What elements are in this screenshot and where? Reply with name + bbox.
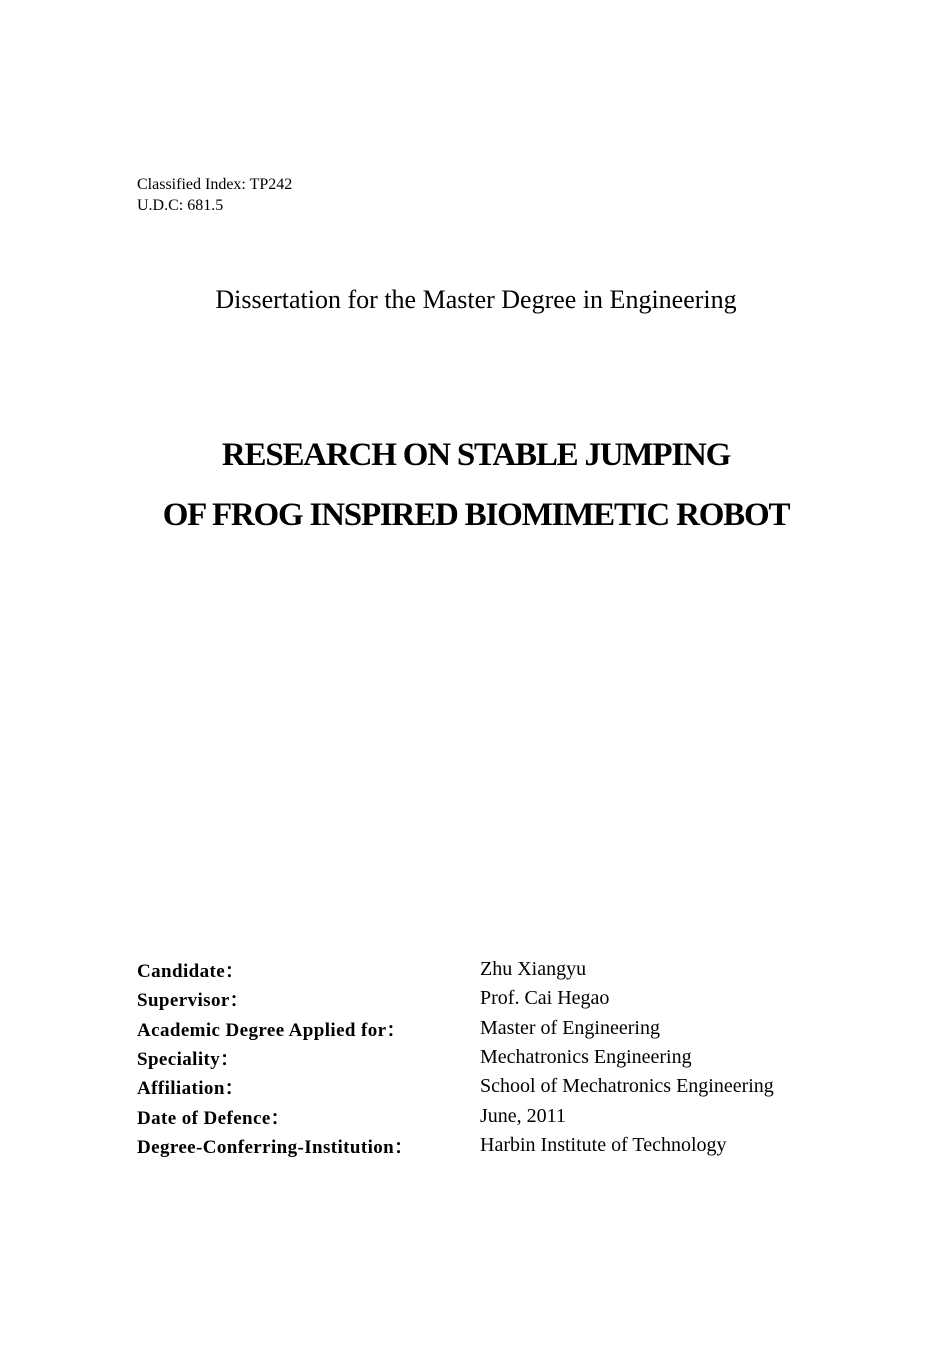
info-value: Harbin Institute of Technology — [480, 1133, 727, 1156]
info-row-speciality — [137, 1043, 774, 1072]
classification-block — [137, 174, 292, 216]
info-label: Affiliation： — [137, 1078, 245, 1100]
info-value: Zhu Xiangyu — [480, 958, 587, 981]
info-label: Date of Defence： — [137, 1107, 291, 1129]
info-label: Academic Degree Applied for： — [137, 1019, 406, 1041]
info-row-supervisor — [137, 984, 774, 1013]
candidate-info-table — [137, 955, 774, 1160]
info-value: June, 2011 — [480, 1104, 566, 1127]
info-label: Speciality： — [137, 1049, 240, 1071]
dissertation-title — [0, 425, 952, 545]
info-row-degree — [137, 1014, 774, 1043]
info-row-affiliation — [137, 1072, 774, 1101]
info-value: School of Mechatronics Engineering — [480, 1075, 774, 1098]
info-label: Degree-Conferring-Institution： — [137, 1136, 414, 1158]
info-label: Candidate： — [137, 961, 245, 983]
info-value: Prof. Cai Hegao — [480, 987, 610, 1010]
info-row-institution — [137, 1131, 774, 1160]
info-value: Master of Engineering — [480, 1016, 660, 1039]
info-value: Mechatronics Engineering — [480, 1046, 692, 1069]
title-line-2: OF FROG INSPIRED BIOMIMETIC ROBOT — [162, 497, 790, 533]
info-row-candidate — [137, 955, 774, 984]
classified-index: Classified Index: TP242 — [137, 176, 293, 193]
title-line-1: RESEARCH ON STABLE JUMPING — [221, 437, 731, 473]
udc-code: U.D.C: 681.5 — [137, 197, 224, 214]
info-label: Supervisor： — [137, 990, 250, 1012]
info-row-defence-date — [137, 1101, 774, 1130]
degree-heading: Dissertation for the Master Degree in Engineering — [215, 285, 737, 314]
